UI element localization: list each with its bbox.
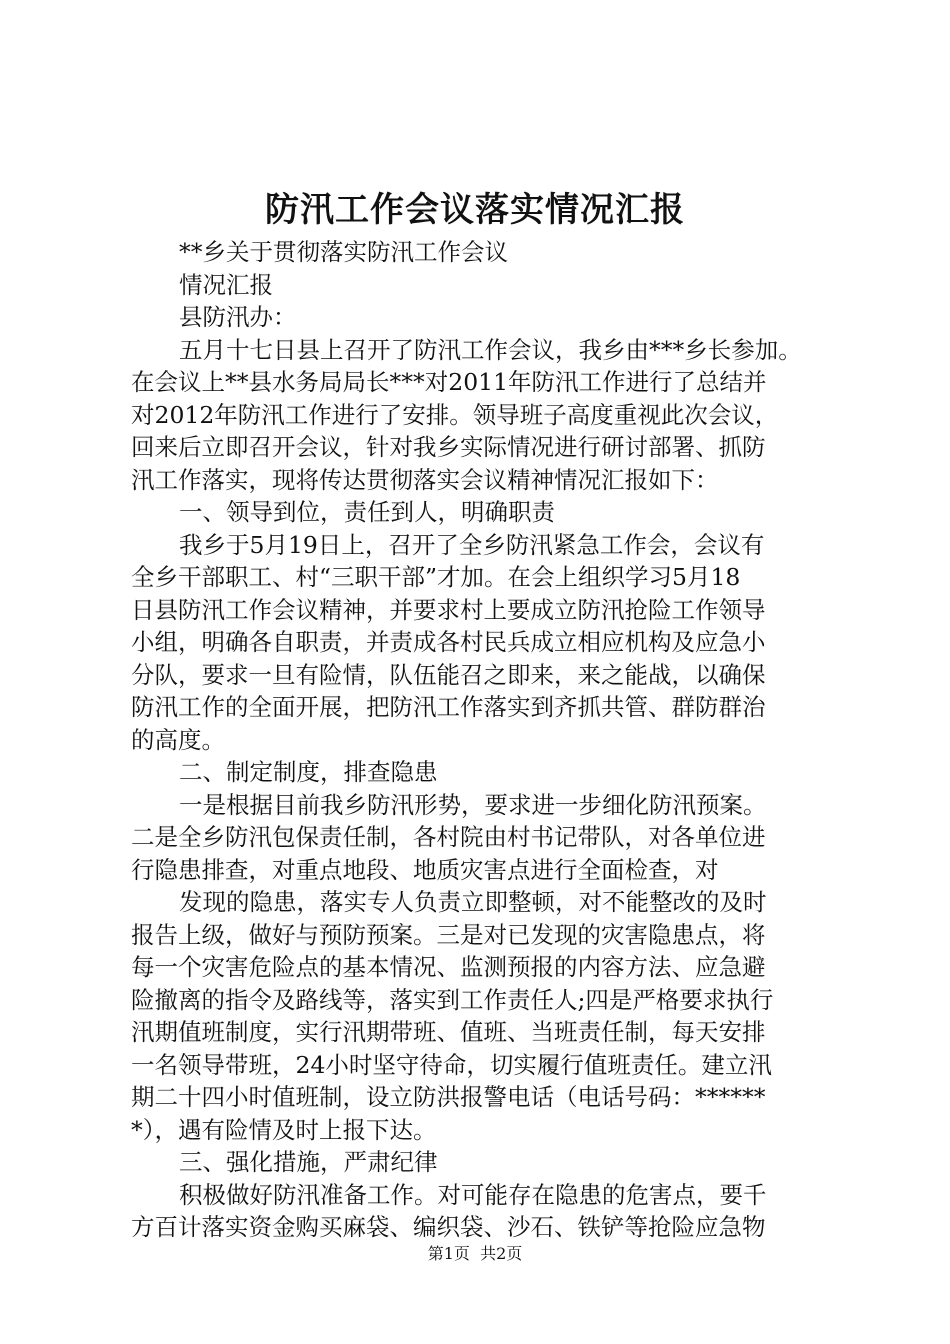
document-line: 回来后立即召开会议，针对我乡实际情况进行研讨部署、抓防 [131,433,766,461]
document-line: 一名领导带班，24小时坚守待命，切实履行值班责任。建立汛 [131,1050,772,1079]
document-line: *），遇有险情及时上报下达。 [131,1115,437,1144]
document-line: 每一个灾害危险点的基本情况、监测预报的内容方法、应急避 [131,953,766,981]
document-line: 汛工作落实，现将传达贯彻落实会议精神情况汇报如下： [131,465,719,494]
document-line: 三、强化措施，严肃纪律 [179,1148,438,1176]
document-line: 情况汇报 [179,270,273,299]
document-line: 汛期值班制度，实行汛期带班、值班、当班责任制，每天安排 [131,1018,766,1046]
document-line: 对2012年防汛工作进行了安排。领导班子高度重视此次会议， [131,400,779,429]
document-line: 县防汛办： [179,303,297,331]
document-line: 报告上级，做好与预防预案。三是对已发现的灾害隐患点，将 [131,920,766,949]
document-title: 防汛工作会议落实情况汇报 [265,190,685,230]
document-line: 在会议上**县水务局局长***对2011年防汛工作进行了总结并 [131,368,767,396]
page-footer: 第1页 共2页 [427,1244,523,1263]
document-line: 二是全乡防汛包保责任制，各村院由村书记带队，对各单位进 [131,823,766,851]
document-line: 小组，明确各自职责，并责成各村民兵成立相应机构及应急小 [131,628,766,656]
document-line: 防汛工作的全面开展，把防汛工作落实到齐抓共管、群防群治 [131,693,766,721]
document-line: 方百计落实资金购买麻袋、编织袋、沙石、铁铲等抢险应急物 [131,1213,766,1241]
document-line: 的高度。 [131,725,225,754]
document-line: 一是根据目前我乡防汛形势，要求进一步细化防汛预案。 [179,790,767,819]
document-line: 日县防汛工作会议精神，并要求村上要成立防汛抢险工作领导 [131,595,766,624]
document-line: 期二十四小时值班制，设立防洪报警电话（电话号码：****** [131,1083,766,1111]
document-line: 险撤离的指令及路线等，落实到工作责任人;四是严格要求执行 [131,985,774,1014]
document-line: **乡关于贯彻落实防汛工作会议 [179,238,508,266]
document-line: 二、制定制度，排查隐患 [179,758,438,786]
document-line: 行隐患排查，对重点地段、地质灾害点进行全面检查，对 [131,855,719,884]
document-line: 积极做好防汛准备工作。对可能存在隐患的危害点，要千 [179,1180,767,1209]
document-line: 发现的隐患，落实专人负责立即整顿，对不能整改的及时 [179,888,767,916]
document-body [131,236,831,1244]
document-line: 我乡于5月19日上，召开了全乡防汛紧急工作会，会议有 [179,530,765,559]
document-line: 五月十七日县上召开了防汛工作会议，我乡由***乡长参加。 [179,335,802,364]
document-line: 分队，要求一旦有险情，队伍能召之即来，来之能战，以确保 [131,660,766,689]
document-line: 全乡干部职工、村“三职干部”才加。在会上组织学习5月18 [131,563,741,591]
document-line: 一、领导到位，责任到人，明确职责 [179,498,555,526]
